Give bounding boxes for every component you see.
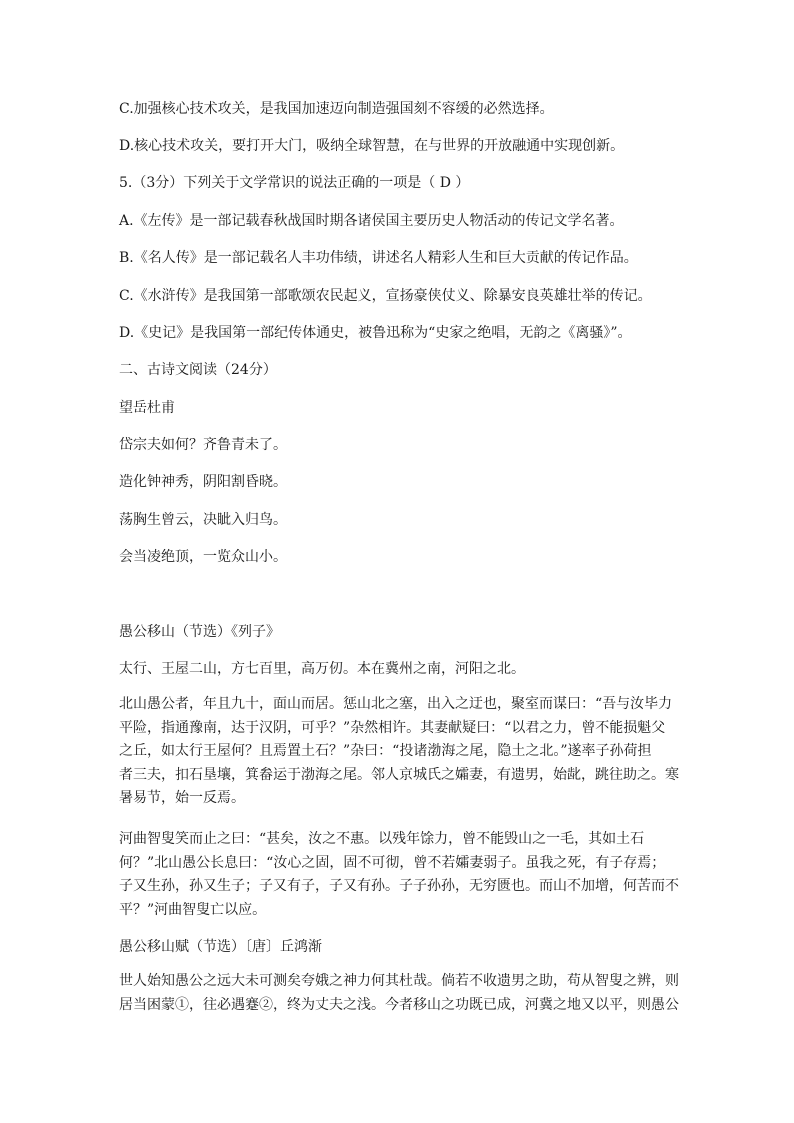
passage-paragraph: 太行、王屋二山，方七百里，高万仞。本在冀州之南，河阳之北。 bbox=[119, 661, 525, 677]
fu-title: 愚公移山赋（节选）〔唐〕丘鸿渐 bbox=[119, 939, 322, 955]
passage-line: 居当困蒙①，往必遇蹇②，终为丈夫之浅。今者移山之功既已成，河冀之地又以平，则愚公 bbox=[119, 996, 679, 1013]
poem-title: 望岳杜甫 bbox=[119, 400, 175, 416]
passage-line: 平险，指通豫南，达于汉阴，可乎？”杂然相许。其妻献疑曰：“以君之力，曾不能损魁父 bbox=[119, 719, 666, 736]
passage-line: 子又生孙，孙又生子；子又有子，子又有孙。子子孙孙，无穷匮也。而山不加增，何苦而不 bbox=[119, 878, 679, 894]
fu-paragraph bbox=[119, 970, 679, 1017]
section-heading: 二、古诗文阅读（24分） bbox=[119, 362, 277, 378]
q4-choice-d: D.核心技术攻关，要打开大门，吸纳全球智慧，在与世界的开放融通中实现创新。 bbox=[119, 138, 625, 154]
passage-title: 愚公移山（节选）《列子》 bbox=[119, 624, 280, 640]
passage-line: 北山愚公者，年且九十，面山而居。惩山北之塞，出入之迂也，聚室而谋曰：“吾与汝毕力 bbox=[119, 696, 673, 712]
passage-paragraph bbox=[119, 693, 679, 811]
passage-line: 者三夫，扣石垦壤，箕畚运于渤海之尾。邻人京城氏之孀妻，有遗男，始龀，跳往助之。寒 bbox=[119, 766, 679, 783]
q5-choice-b: B.《名人传》是一部记载名人丰功伟绩，讲述名人精彩人生和巨大贡献的传记作品。 bbox=[119, 250, 638, 266]
passage-line: 之丘，如太行王屋何？且焉置土石？”杂曰：“投诸渤海之尾，隐土之北。”遂率子孙荷担 bbox=[119, 743, 652, 759]
poem-line: 岱宗夫如何？齐鲁青未了。 bbox=[119, 437, 287, 453]
passage-line: 世人始知愚公之远大未可测矣夸娥之神力何其杜哉。倘若不收遗男之助，苟从智叟之辨，则 bbox=[119, 973, 679, 989]
q5-stem: 5.（3分）下列关于文学常识的说法正确的一项是（ D ） bbox=[119, 175, 470, 191]
passage-paragraph bbox=[119, 828, 679, 922]
passage-line: 暑易节，始一反焉。 bbox=[119, 790, 245, 806]
passage-line: 平？”河曲智叟亡以应。 bbox=[119, 901, 267, 918]
poem-line: 造化钟神秀，阴阳割昏晓。 bbox=[119, 474, 287, 490]
q4-choice-c: C.加强核心技术攻关，是我国加速迈向制造强国刻不容缓的必然选择。 bbox=[119, 101, 554, 117]
passage-line: 河曲智叟笑而止之曰：“甚矣，汝之不惠。以残年馀力，曾不能毁山之一毛，其如土石 bbox=[119, 831, 645, 847]
q5-choice-d: D.《史记》是我国第一部纪传体通史，被鲁迅称为“史家之绝唱，无韵之《离骚》”。 bbox=[119, 325, 632, 341]
poem-line: 会当凌绝顶，一览众山小。 bbox=[119, 549, 287, 565]
passage-line: 何？”北山愚公长息曰：“汝心之固，固不可彻，曾不若孀妻弱子。虽我之死，有子存焉； bbox=[119, 854, 666, 871]
q5-choice-a: A.《左传》是一部记载春秋战国时期各诸侯国主要历史人物活动的传记文学名著。 bbox=[119, 213, 624, 229]
q5-choice-c: C.《水浒传》是我国第一部歌颂农民起义，宣扬豪侠仗义、除暴安良英雄壮举的传记。 bbox=[119, 288, 652, 304]
poem-line: 荡胸生曾云，决眦入归鸟。 bbox=[119, 512, 287, 528]
